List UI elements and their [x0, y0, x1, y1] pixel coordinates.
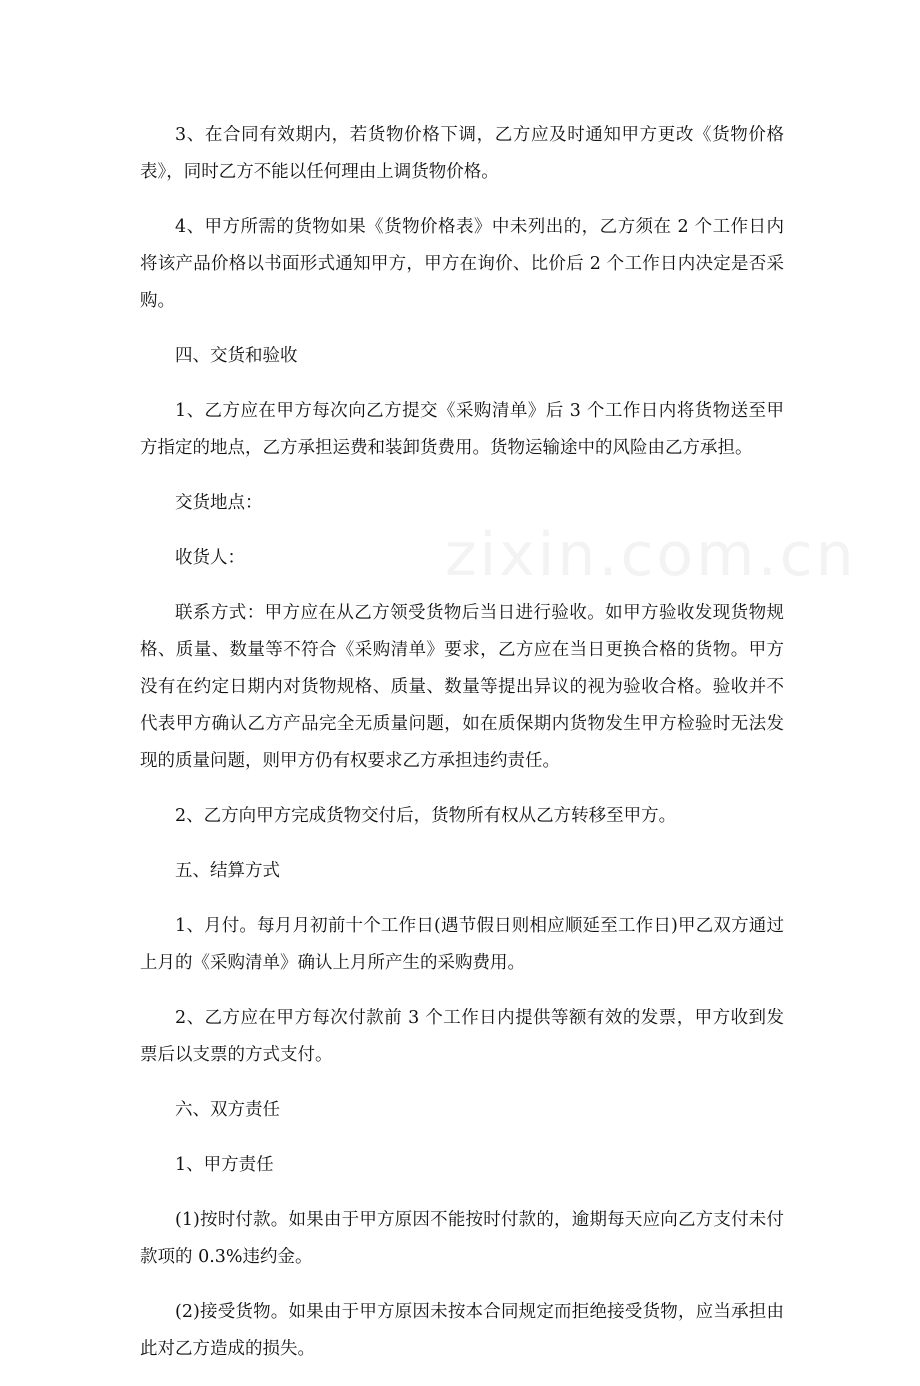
watermark: zixin.com.cn	[445, 520, 857, 590]
contact-and-inspection: 联系方式：甲方应在从乙方领受货物后当日进行验收。如甲方验收发现货物规格、质量、数量等不符合《采购清单》要求，乙方应在当日更换合格的货物。甲方没有在约定日期内对货物规格、质量、数量等提出异议的视为验收合格。验收并不代表甲方确认乙方产品完全无质量问题，如在质保期内货物发生甲方检验时无法发现的质量问题，则甲方仍有权要求乙方承担违约责任。	[140, 603, 784, 771]
clause-delivery-1: 1、乙方应在甲方每次向乙方提交《采购清单》后 3 个工作日内将货物送至甲方指定的地点，乙方承担运费和装卸货费用。货物运输途中的风险由乙方承担。	[140, 401, 784, 458]
party-a-responsibility-heading: 1、甲方责任	[175, 1155, 274, 1175]
delivery-location-label: 交货地点：	[175, 493, 263, 513]
clause-settlement-2: 2、乙方应在甲方每次付款前 3 个工作日内提供等额有效的发票，甲方收到发票后以支票的方式支付。	[140, 1008, 784, 1065]
section-heading-settlement: 五、结算方式	[175, 861, 280, 881]
clause-settlement-1: 1、月付。每月月初前十个工作日(遇节假日则相应顺延至工作日)甲乙双方通过上月的《采购清单》确认上月所产生的采购费用。	[140, 916, 784, 973]
section-heading-delivery: 四、交货和验收	[175, 346, 298, 366]
clause-4-unlisted-goods: 4、甲方所需的货物如果《货物价格表》中未列出的，乙方须在 2 个工作日内将该产品价格以书面形式通知甲方，甲方在询价、比价后 2 个工作日内决定是否采购。	[140, 217, 784, 311]
party-a-payment-clause: (1)按时付款。如果由于甲方原因不能按时付款的，逾期每天应向乙方支付未付款项的 0.3%违约金。	[140, 1210, 784, 1267]
recipient-label: 收货人：	[175, 548, 245, 568]
clause-delivery-2: 2、乙方向甲方完成货物交付后，货物所有权从乙方转移至甲方。	[175, 806, 677, 826]
document-body	[140, 117, 784, 1386]
clause-3-price-adjust: 3、在合同有效期内，若货物价格下调，乙方应及时通知甲方更改《货物价格表》，同时乙方不能以任何理由上调货物价格。	[140, 125, 784, 182]
section-heading-responsibilities: 六、双方责任	[175, 1100, 280, 1120]
party-a-acceptance-clause: (2)接受货物。如果由于甲方原因未按本合同规定而拒绝接受货物，应当承担由此对乙方造成的损失。	[140, 1302, 784, 1359]
